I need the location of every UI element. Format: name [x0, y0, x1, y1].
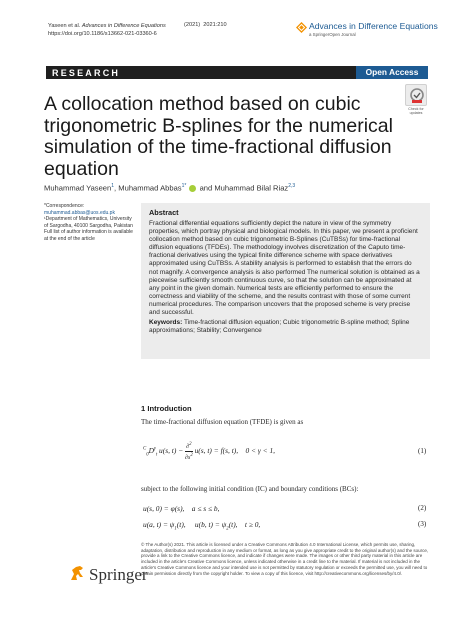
citation-year-pages	[184, 22, 227, 28]
author-name[interactable]: Muhammad Bilal Riaz	[214, 183, 289, 193]
running-header-citation	[48, 22, 166, 38]
author-name[interactable]: Muhammad Yaseen	[44, 183, 112, 193]
equation-3-number: (3)	[418, 520, 427, 528]
correspondence-notes	[44, 203, 134, 243]
equation-1: $^C_0D^\gamma_t$ u(s, t) − $\frac{\partial^2}{\partial s^2}$ u(s, t) = f(s, t), 0 < γ < 1,	[143, 442, 275, 461]
equation-3: u(a, $t) = \psi_1(t)$, u(b, $t) = \psi_2(t)$, t ≥ 0,	[143, 520, 261, 532]
orcid-icon[interactable]	[189, 185, 196, 192]
article-type-label: RESEARCH	[52, 68, 121, 78]
conditions-paragraph: subject to the following initial condition (IC) and boundary conditions (BCs):	[141, 485, 359, 493]
crossmark-icon	[406, 85, 428, 107]
equation-1-number: (1)	[418, 447, 427, 455]
author-join: and	[197, 183, 215, 193]
check-for-updates-label: Check for updates	[408, 107, 424, 115]
check-for-updates-button[interactable]	[405, 84, 427, 106]
author-affiliation-marker[interactable]: 1*	[181, 183, 187, 189]
equation-2: u(s, 0) = φ(s), a ≤ s ≤ b,	[143, 504, 220, 513]
journal-logo-icon	[296, 22, 307, 33]
citation-year: (2021)	[184, 22, 201, 28]
author-info-note: Full list of author information is available at the end of the article	[44, 229, 133, 242]
keywords-label: Keywords:	[149, 319, 183, 327]
journal-logo-title: Advances in Difference Equations	[309, 21, 438, 31]
keywords-list: Time-fractional diffusion equation; Cubic trigonometric B-spline method; Spline approximations; Stability; Convergence	[149, 319, 410, 335]
author-name[interactable]: Muhammad Abbas	[118, 183, 182, 193]
doi-link[interactable]: https://doi.org/10.1186/s13662-021-03360-6	[48, 31, 157, 37]
affiliation-note: ¹Department of Mathematics, University of Sargodha, 40100 Sargodha, Pakistan	[44, 216, 133, 229]
open-access-badge: Open Access	[356, 66, 428, 79]
correspondence-email[interactable]: muhammad.abbas@uos.edu.pk	[44, 209, 115, 216]
abstract-text: Fractional differential equations sufficiently depict the nature in view of the symmetry properties, which portray physical and biological models. In this paper, we present a proficient collocation method based on cubic trigonometric B-Splines (CuTBSs) for time-fractional diffusion equations (TFDEs). The methodology involves discretization of the Caputo time-fractional derivatives using the typical finite difference scheme with space derivatives approximated using CuTBSs. A stability analysis is performed to establish that the errors do not magnify. A convergence analysis is also performed The numerical solution is obtained as a piecewise sufficiently smooth continuous curve, so that the solution can be approximated at any point in the given domain. Numerical tests are efficiently performed to ensure the correctness and viability of the scheme, and the results contrast with those of some current numerical procedures. The comparison uncovers that the proposed scheme is very precise and successful.	[149, 220, 420, 317]
abstract-box	[141, 203, 430, 359]
springer-horse-icon	[68, 564, 86, 582]
citation-journal: Advances in Difference Equations	[81, 23, 166, 29]
intro-paragraph: The time-fractional diffusion equation (TFDE) is given as	[141, 418, 304, 426]
springer-wordmark: Springer	[89, 565, 148, 584]
equation-2-number: (2)	[418, 504, 427, 512]
license-notice: © The Author(s) 2021. This article is licensed under a Creative Commons Attribution 4.0 International License, which permits use, sharing, adaptation, distribution and reproduction in any medium or format, as long as you give appropriate credit to the original author(s) and the source, provide a link to the Creative Commons licence, and indicate if changes were made. The images or other third party material in this article are included in the article's Creative Commons licence, unless indicated otherwise in a credit line to the material. If material is not included in the article's Creative Commons licence and your intended use is not permitted by statutory regulation or exceeds the permitted use, you will need to obtain permission directly from the copyright holder. To view a copy of this licence, visit http://creativecommons.org/licenses/by/4.0/.	[141, 542, 429, 576]
author-affiliation-marker[interactable]: 1	[111, 183, 115, 189]
author-affiliation-marker[interactable]: 2,3	[288, 183, 296, 189]
correspondence-label: *Correspondence:	[44, 203, 85, 209]
citation-author: Yaseen et al.	[48, 23, 81, 29]
journal-logo-subtitle: a SpringerOpen Journal	[309, 32, 356, 37]
keywords	[149, 319, 422, 335]
abstract-heading: Abstract	[149, 208, 179, 217]
citation-pages: 2021:210	[203, 22, 227, 28]
article-type-banner	[46, 66, 428, 79]
article-title: A collocation method based on cubic trigonometric B-splines for the numerical simulation of the time-fractional diffusion equation	[44, 93, 393, 180]
section-heading-introduction: 1 Introduction	[141, 404, 192, 413]
author-list: Muhammad Yaseen$^1$, Muhammad Abbas$^{1*}$ and Muhammad Bilal Riaz$^{2,3}$	[44, 183, 296, 193]
